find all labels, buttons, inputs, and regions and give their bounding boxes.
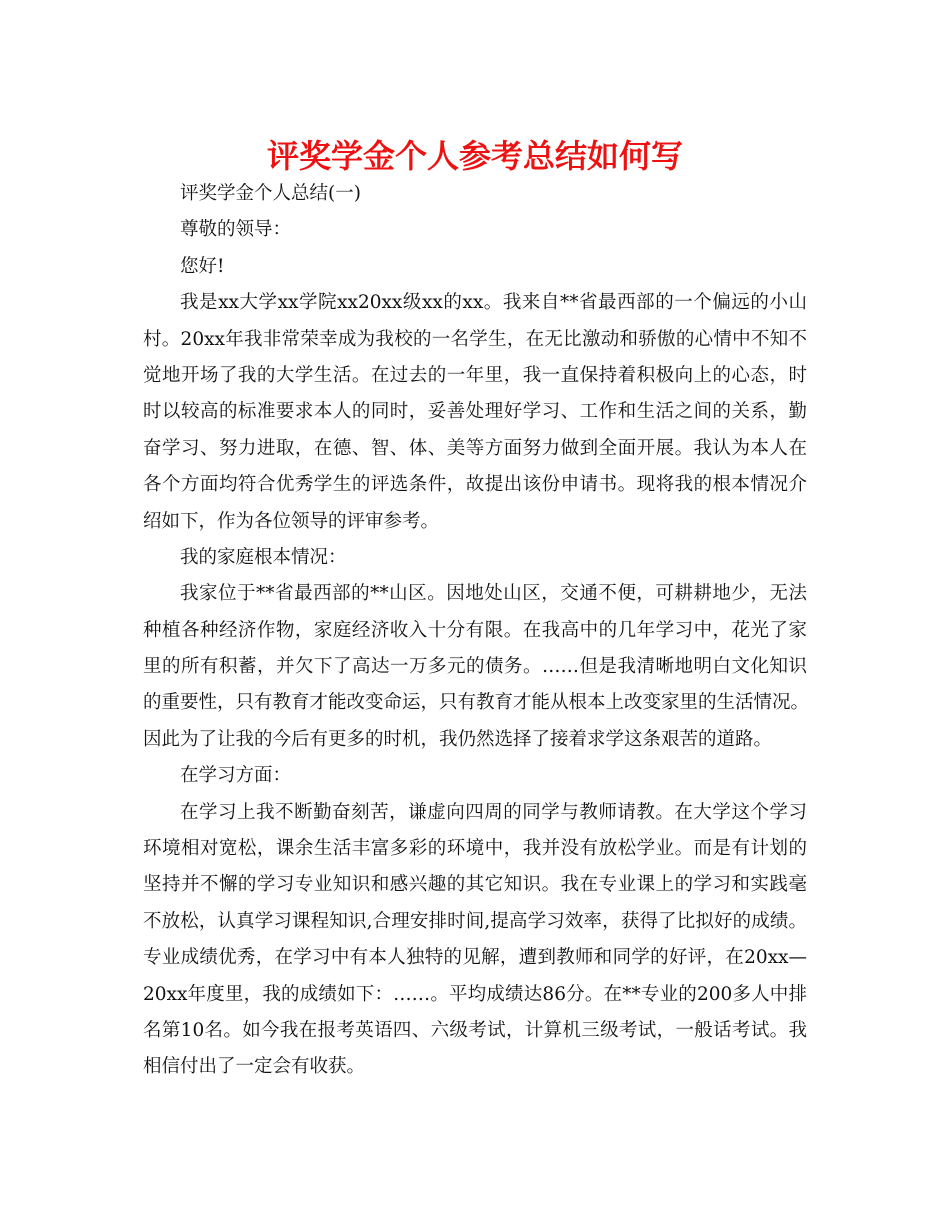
paragraph-line: 在学习方面：: [180, 765, 292, 787]
paragraph-line: 时以较高的标准要求本人的同时，妥善处理好学习、工作和生活之间的关系，勤: [143, 401, 807, 423]
paragraph-line: 您好!: [180, 255, 225, 277]
paragraph-line: 里的所有积蓄，并欠下了高达一万多元的债务。……但是我清晰地明白文化知识: [143, 656, 807, 678]
paragraph-line: 不放松，认真学习课程知识,合理安排时间,提高学习效率，获得了比拟好的成绩。: [143, 910, 807, 932]
paragraph-line: 绍如下，作为各位领导的评审参考。: [143, 510, 440, 532]
paragraph-line: 村。20xx年我非常荣幸成为我校的一名学生，在无比激动和骄傲的心情中不知不: [143, 328, 807, 350]
paragraph-line: 各个方面均符合优秀学生的评选条件，故提出该份申请书。现将我的根本情况介: [143, 474, 807, 496]
paragraph-line: 尊敬的领导：: [180, 219, 292, 241]
paragraph-line: 我是xx大学xx学院xx20xx级xx的xx。我来自**省最西部的一个偏远的小山: [180, 292, 807, 314]
paragraph-line: 环境相对宽松，课余生活丰富多彩的环境中，我并没有放松学业。而是有计划的: [143, 838, 807, 860]
paragraph-line: 我的家庭根本情况：: [180, 546, 347, 568]
paragraph-line: 专业成绩优秀，在学习中有本人独特的见解，遭到教师和同学的好评，在20xx—: [143, 947, 807, 969]
document-title: 评奖学金个人参考总结如何写: [266, 137, 683, 175]
paragraph-line: 评奖学金个人总结(一): [180, 183, 361, 204]
document-body: [143, 176, 810, 1086]
paragraph-line: 因此为了让我的今后有更多的时机，我仍然选择了接着求学这条艰苦的道路。: [143, 728, 773, 750]
paragraph-line: 种植各种经济作物，家庭经济收入十分有限。在我高中的几年学习中，花光了家: [143, 619, 807, 641]
paragraph-line: 相信付出了一定会有收获。: [143, 1056, 366, 1078]
paragraph-line: 我家位于**省最西部的**山区。因地处山区，交通不便，可耕耕地少，无法: [180, 583, 807, 605]
paragraph-line: 名第10名。如今我在报考英语四、六级考试，计算机三级考试，一般话考试。我: [143, 1019, 807, 1041]
paragraph-line: 在学习上我不断勤奋刻苦，谦虚向四周的同学与教师请教。在大学这个学习: [180, 801, 807, 823]
paragraph-line: 觉地开场了我的大学生活。在过去的一年里，我一直保持着积极向上的心态，时: [143, 364, 807, 386]
paragraph-line: 20xx年度里，我的成绩如下：……。平均成绩达86分。在**专业的200多人中排: [143, 983, 807, 1005]
paragraph-line: 坚持并不懈的学习专业知识和感兴趣的其它知识。我在专业课上的学习和实践毫: [143, 874, 807, 896]
paragraph-line: 奋学习、努力进取，在德、智、体、美等方面努力做到全面开展。我认为本人在: [143, 437, 807, 459]
paragraph-line: 的重要性，只有教育才能改变命运，只有教育才能从根本上改变家里的生活情况。: [143, 692, 810, 714]
